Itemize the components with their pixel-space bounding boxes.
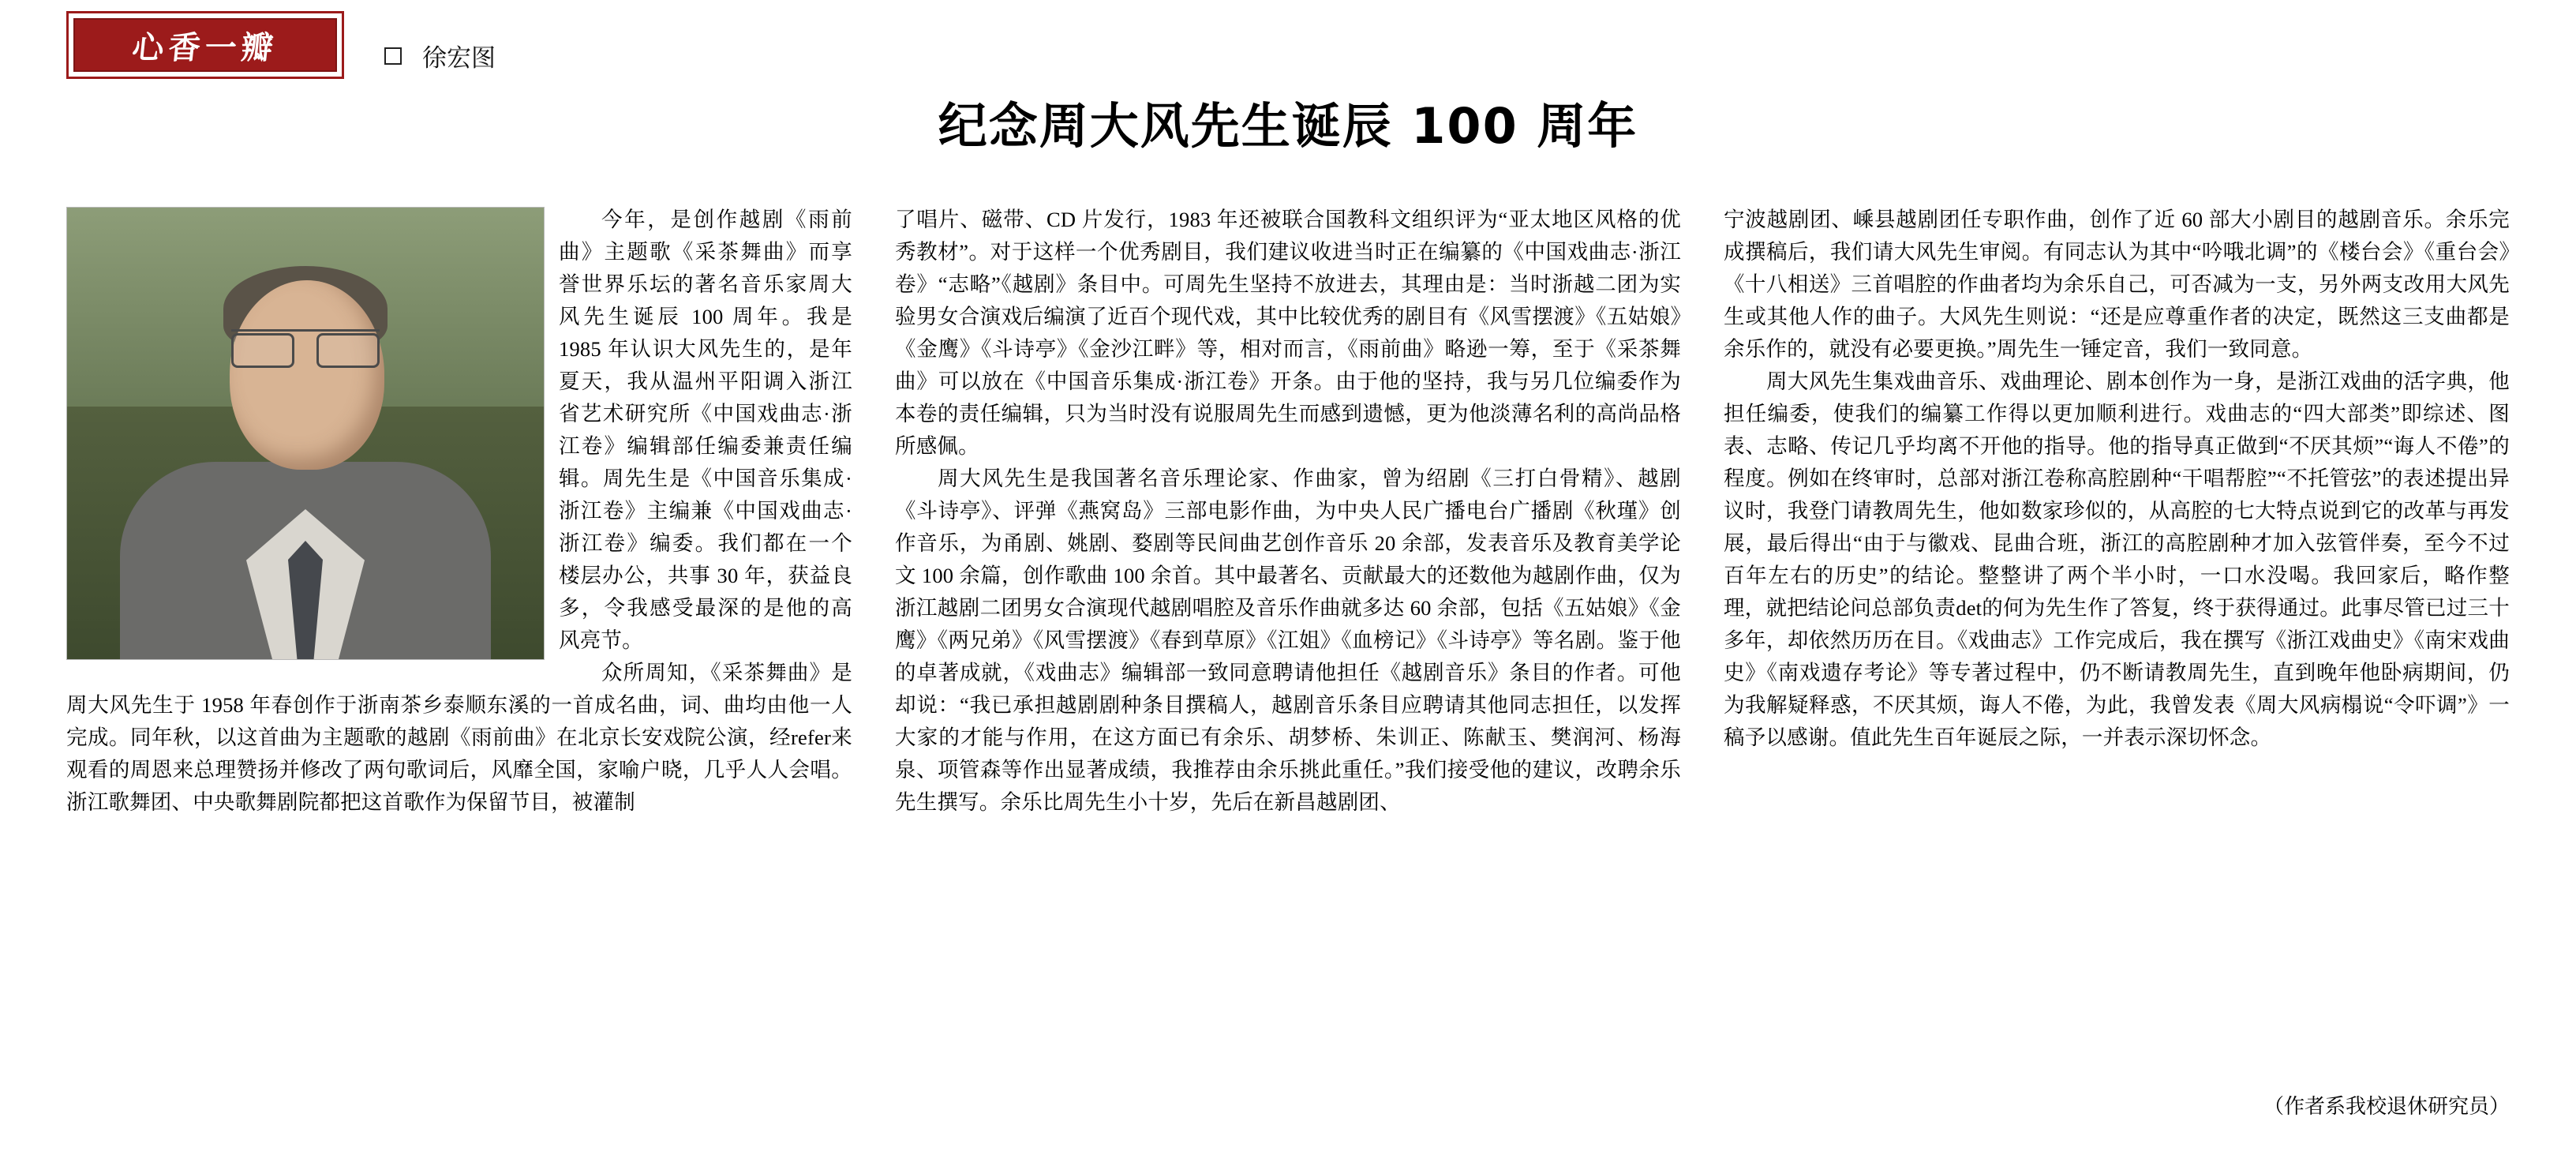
author-name: 徐宏图 (422, 44, 496, 73)
photo-face (230, 280, 384, 470)
paragraph: 周大风先生是我国著名音乐理论家、作曲家，曾为绍剧《三打白骨精》、越剧《斗诗亭》、评弹《燕窝岛》三部电影作曲，为中央人民广播电台广播剧《秋瑾》创作音乐，为甬剧、姚剧、婺剧等民间曲艺创作音乐 20 余部，发表音乐及教育美学论文 100 余篇，创作歌曲 100 余首。其中最著名、贡献最大的还数他为越剧作曲，仅为浙江越剧二团男女合演现代越剧唱腔及音乐作曲就多达 60 余部，包括《五姑娘》《金鹰》《两兄弟》《风雪摆渡》《春到草原》《江姐》《血榜记》《斗诗亭》等名剧。鉴于他的卓著成就，《戏曲志》编辑部一致同意聘请他担任《越剧音乐》条目的作者。可他却说：“我已承担越剧剧种条目撰稿人，越剧音乐条目应聘请其他同志担任，以发挥大家的才能与作用，在这方面已有余乐、胡梦桥、朱训正、陈献玉、樊润河、杨海泉、项管森等作出显著成绩，我推荐由余乐挑此重任。”我们接受他的建议，改聘余乐先生撰写。余乐比周先生小十岁，先后在新昌越剧团、 (895, 467, 1681, 814)
paragraph: 周大风先生集戏曲音乐、戏曲理论、剧本创作为一身，是浙江戏曲的活字典，他担任编委，使我们的编纂工作得以更加顺利进行。戏曲志的“四大部类”即综述、图表、志略、传记几乎均离不开他的指导。他的指导真正做到“不厌其烦”“诲人不倦”的程度。例如在终审时，总部对浙江卷称高腔剧种“干唱帮腔”“不托管弦”的表述提出异议时，我登门请教周先生，他如数家珍似的，从高腔的七大特点说到它的改革与再发展，最后得出“由于与徽戏、昆曲合班，浙江的高腔剧种才加入弦管伴奏，至今不过百年左右的历史”的结论。整整讲了两个半小时，一口水没喝。我回家后，略作整理，就把结论问总部负责det的何为先生作了答复，终于获得通过。此事尽管已过三十多年，却依然历历在目。《戏曲志》工作完成后，我在撰写《浙江戏曲史》《南宋戏曲史》《南戏遗存考论》等专著过程中，仍不断请教周先生，直到晚年他卧病期间，仍为我解疑释惑，不厌其烦，诲人不倦，为此，我曾发表《周大风病榻说“令吓调”》一稿予以感谢。值此先生百年诞辰之际，一并表示深切怀念。 (1724, 369, 2510, 749)
plaque-title: 心香一瓣 (130, 28, 280, 66)
byline (384, 38, 496, 73)
square-marker-icon (384, 47, 402, 65)
photo-glasses (231, 329, 380, 366)
author-affiliation: （作者系我校退休研究员） (2263, 1095, 2510, 1119)
plaque-inner (73, 18, 337, 72)
paragraph: 众所周知，《采茶舞曲》是周大风先生于 1958 年春创作于浙南茶乡泰顺东溪的一首成名曲，词、曲均由他一人完成。同年秋，以这首曲为主题歌的越剧《雨前曲》在北京长安戏院公演，经refer来观看的周恩来总理赞扬并修改了两句歌词后，风靡全国，家喻户晓，几乎人人会唱。浙江歌舞团、中央歌舞剧院都把这首歌作为保留节目，被灌制 (66, 661, 852, 814)
paragraph: 了唱片、磁带、CD 片发行，1983 年还被联合国教科文组织评为“亚太地区风格的优秀教材”。对于这样一个优秀剧目，我们建议收进当时正在编纂的《中国戏曲志·浙江卷》“志略”《越剧》条目中。可周先生坚持不放进去，其理由是：当时浙越二团为实验男女合演戏后编演了近百个现代戏，其中比较优秀的剧目有《风雪摆渡》《五姑娘》《金鹰》《斗诗亭》《金沙江畔》等，相对而言，《雨前曲》略逊一筹，至于《采茶舞曲》可以放在《中国音乐集成·浙江卷》开条。由于他的坚持，我与另几位编委作为本卷的责任编辑，只为当时没有说服周先生而感到遗憾，更为他淡薄名利的高尚品格所感佩。 (895, 208, 1681, 458)
paragraph: 宁波越剧团、嵊县越剧团任专职作曲，创作了近 60 部大小剧目的越剧音乐。余乐完成撰稿后，我们请大风先生审阅。有同志认为其中“吟哦北调”的《楼台会》《重台会》《十八相送》三首唱腔的作曲者均为余乐自己，可否减为一支，另外两支改用大风先生或其他人作的曲子。大风先生则说：“还是应尊重作者的决定，既然这三支曲都是余乐作的，就没有必要更换。”周先生一锤定音，我们一致同意。 (1724, 208, 2510, 361)
column-2 (895, 204, 1681, 1119)
paragraph: 今年，是创作越剧《雨前曲》主题歌《采茶舞曲》而享誉世界乐坛的著名音乐家周大风先生诞辰 100 周年。我是 1985 年认识大风先生的，是年夏天，我从温州平阳调入浙江省艺术研究所《中国戏曲志·浙江卷》编辑部任编委兼责任编辑。周先生是《中国音乐集成·浙江卷》主编兼《中国戏曲志·浙江卷》编委。我们都在一个楼层办公，共事 30 年，获益良多，令我感受最深的是他的高风亮节。 (559, 208, 852, 652)
masthead-plaque (66, 11, 344, 79)
plaque-frame (66, 11, 344, 79)
article-columns (66, 204, 2510, 1119)
column-1 (66, 204, 852, 1119)
portrait-photo (66, 207, 545, 660)
page-title: 纪念周大风先生诞辰 100 周年 (938, 97, 1638, 155)
column-3 (1724, 204, 2510, 1119)
